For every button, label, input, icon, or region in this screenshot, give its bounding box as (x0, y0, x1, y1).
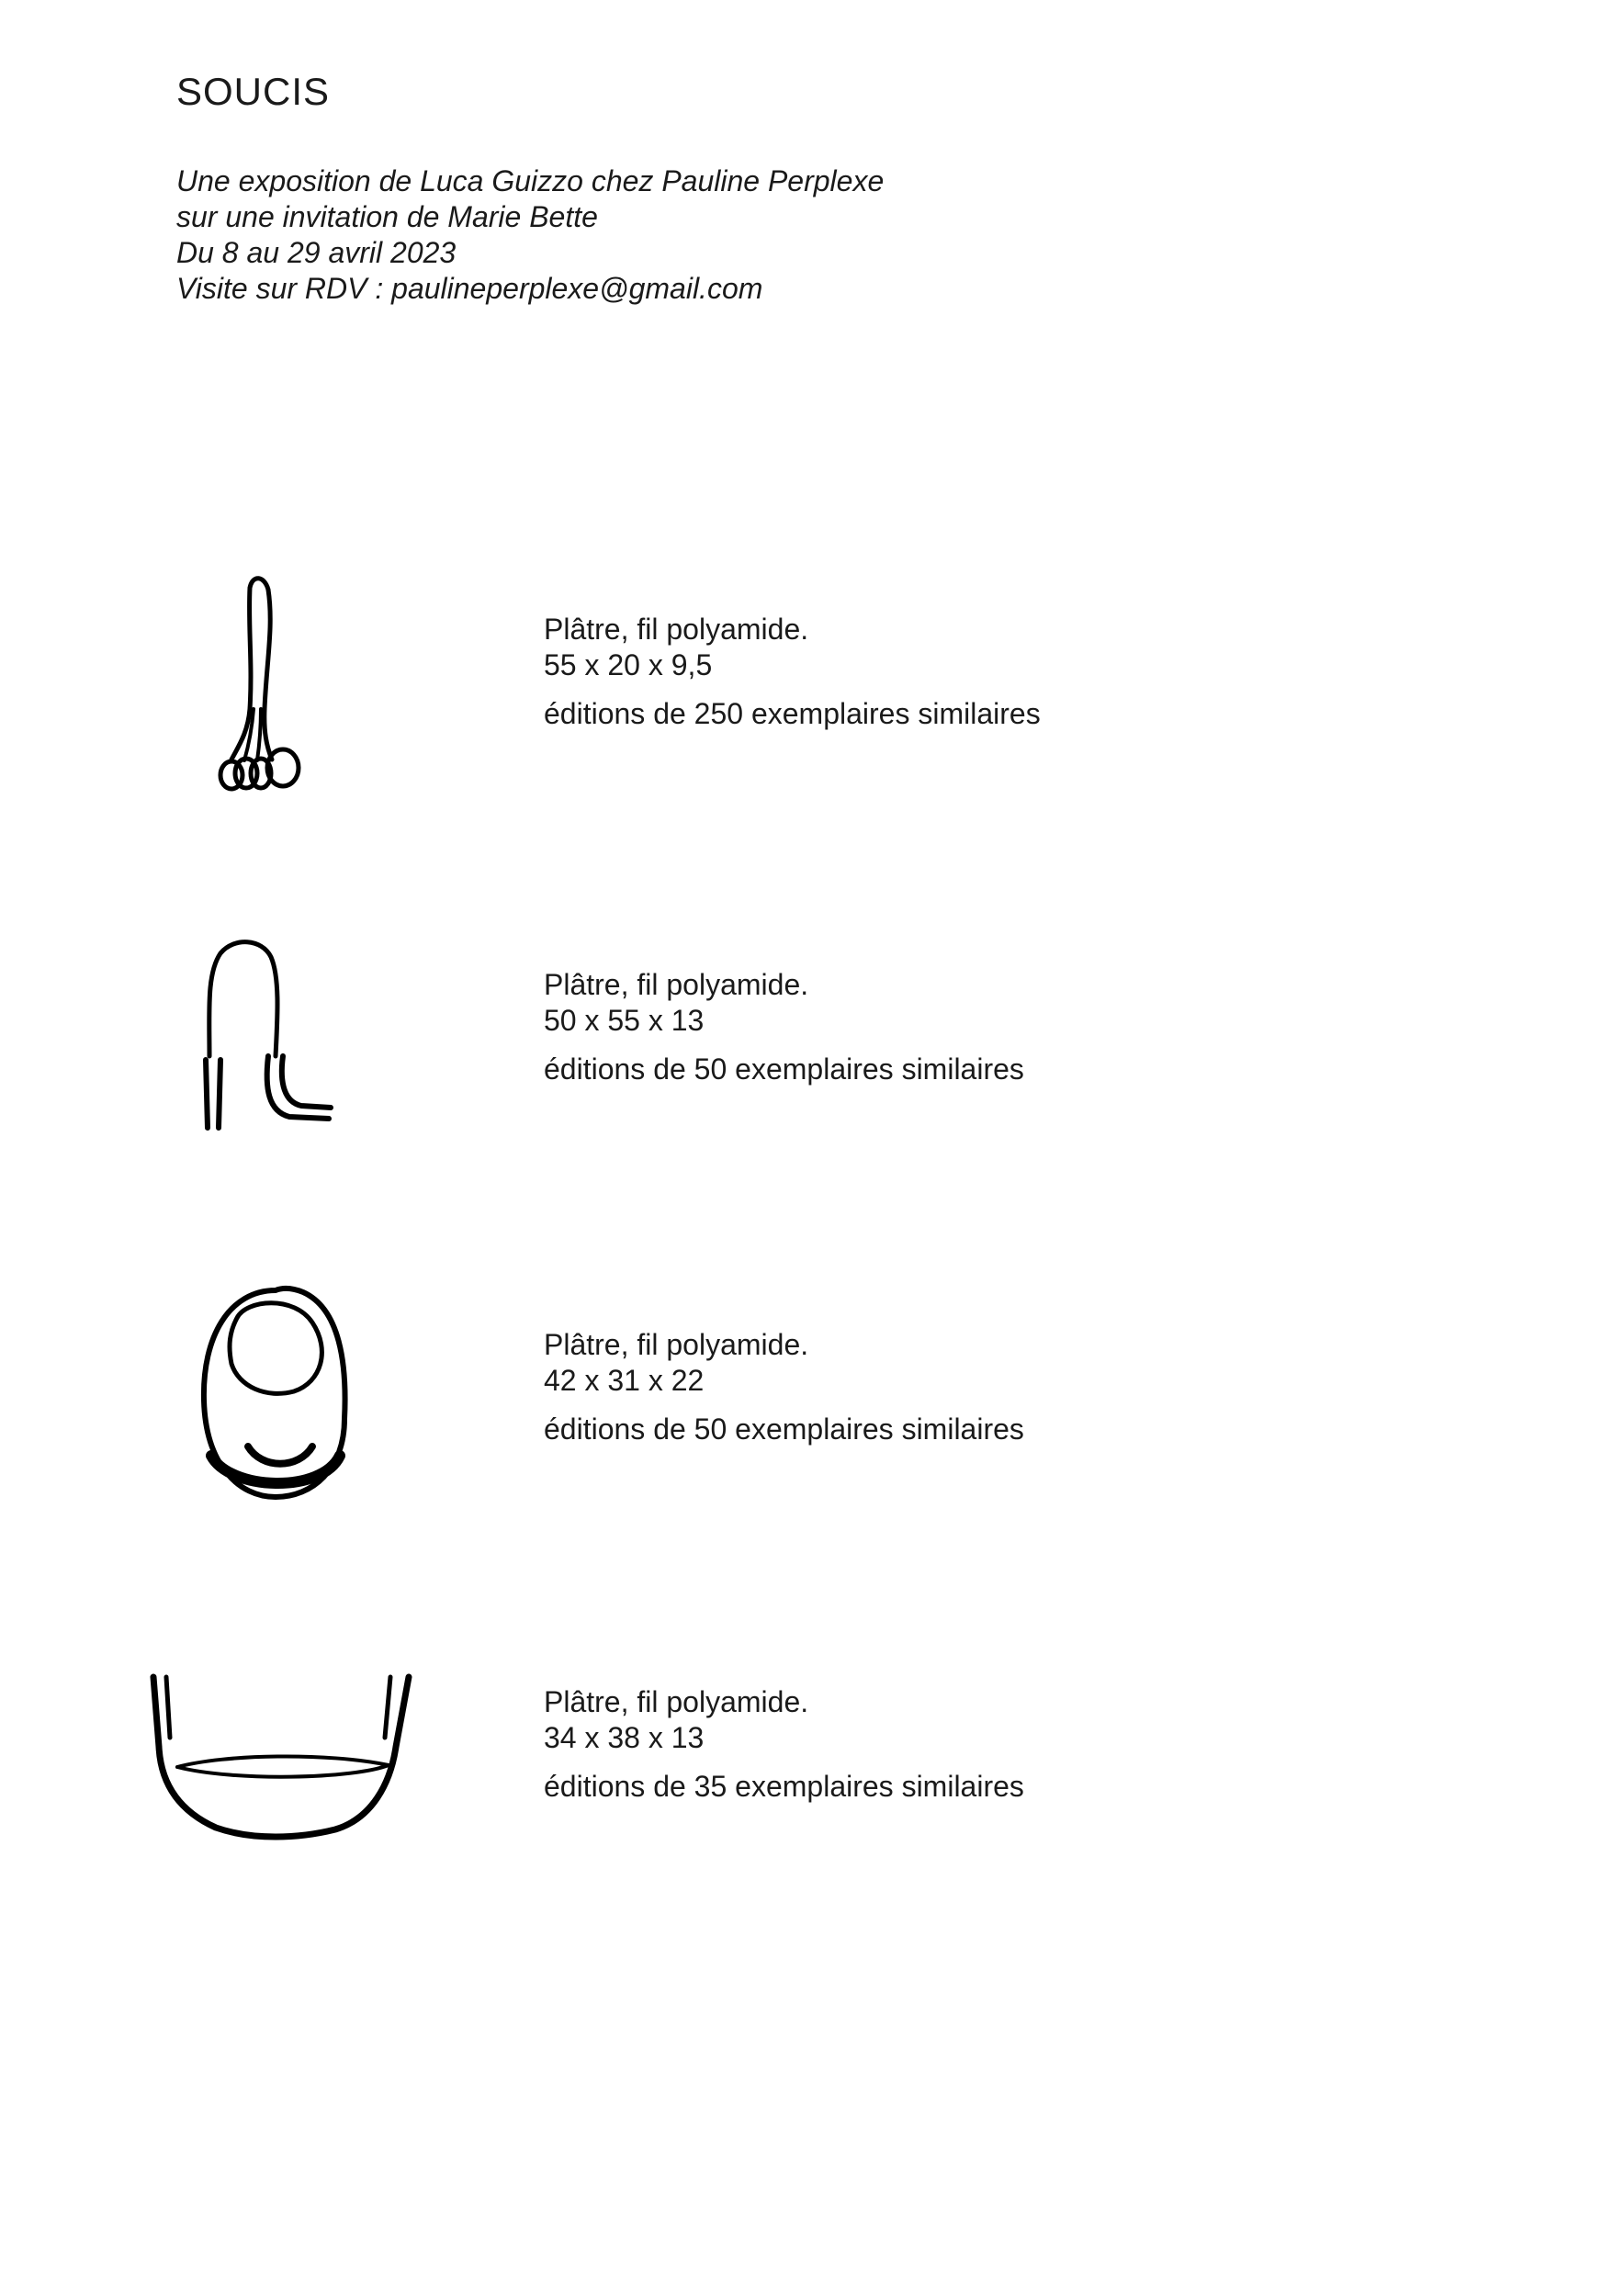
work-editions: éditions de 250 exemplaires similaires (544, 697, 1041, 730)
work-entry (544, 1684, 1024, 1805)
hanging-hooks-icon (193, 937, 340, 1139)
hanging-knots-icon (211, 571, 312, 801)
exhibition-intro (176, 163, 884, 307)
work-entry (544, 612, 1041, 732)
work-dimensions: 34 x 38 x 13 (544, 1721, 705, 1754)
intro-line: Une exposition de Luca Guizzo chez Pauline Perplexe (176, 164, 885, 197)
intro-line: sur une invitation de Marie Bette (176, 200, 598, 233)
basket-icon (142, 1664, 427, 1848)
work-entry (544, 967, 1024, 1087)
work-entry (544, 1327, 1024, 1447)
work-dimensions: 50 x 55 x 13 (544, 1004, 705, 1037)
page-title: SOUCIS (176, 70, 331, 113)
work-editions: éditions de 50 exemplaires similaires (544, 1052, 1024, 1086)
work-material: Plâtre, fil polyamide. (544, 1328, 809, 1361)
work-dimensions: 42 x 31 x 22 (544, 1364, 705, 1397)
work-editions: éditions de 35 exemplaires similaires (544, 1770, 1024, 1803)
intro-line: Visite sur RDV : paulineperplexe@gmail.com (176, 272, 763, 305)
work-editions: éditions de 50 exemplaires similaires (544, 1412, 1024, 1446)
work-material: Plâtre, fil polyamide. (544, 968, 809, 1001)
work-material: Plâtre, fil polyamide. (544, 1685, 809, 1718)
work-dimensions: 55 x 20 x 9,5 (544, 648, 713, 681)
intro-line: Du 8 au 29 avril 2023 (176, 236, 457, 269)
work-material: Plâtre, fil polyamide. (544, 613, 809, 646)
oval-loop-icon (193, 1281, 358, 1520)
